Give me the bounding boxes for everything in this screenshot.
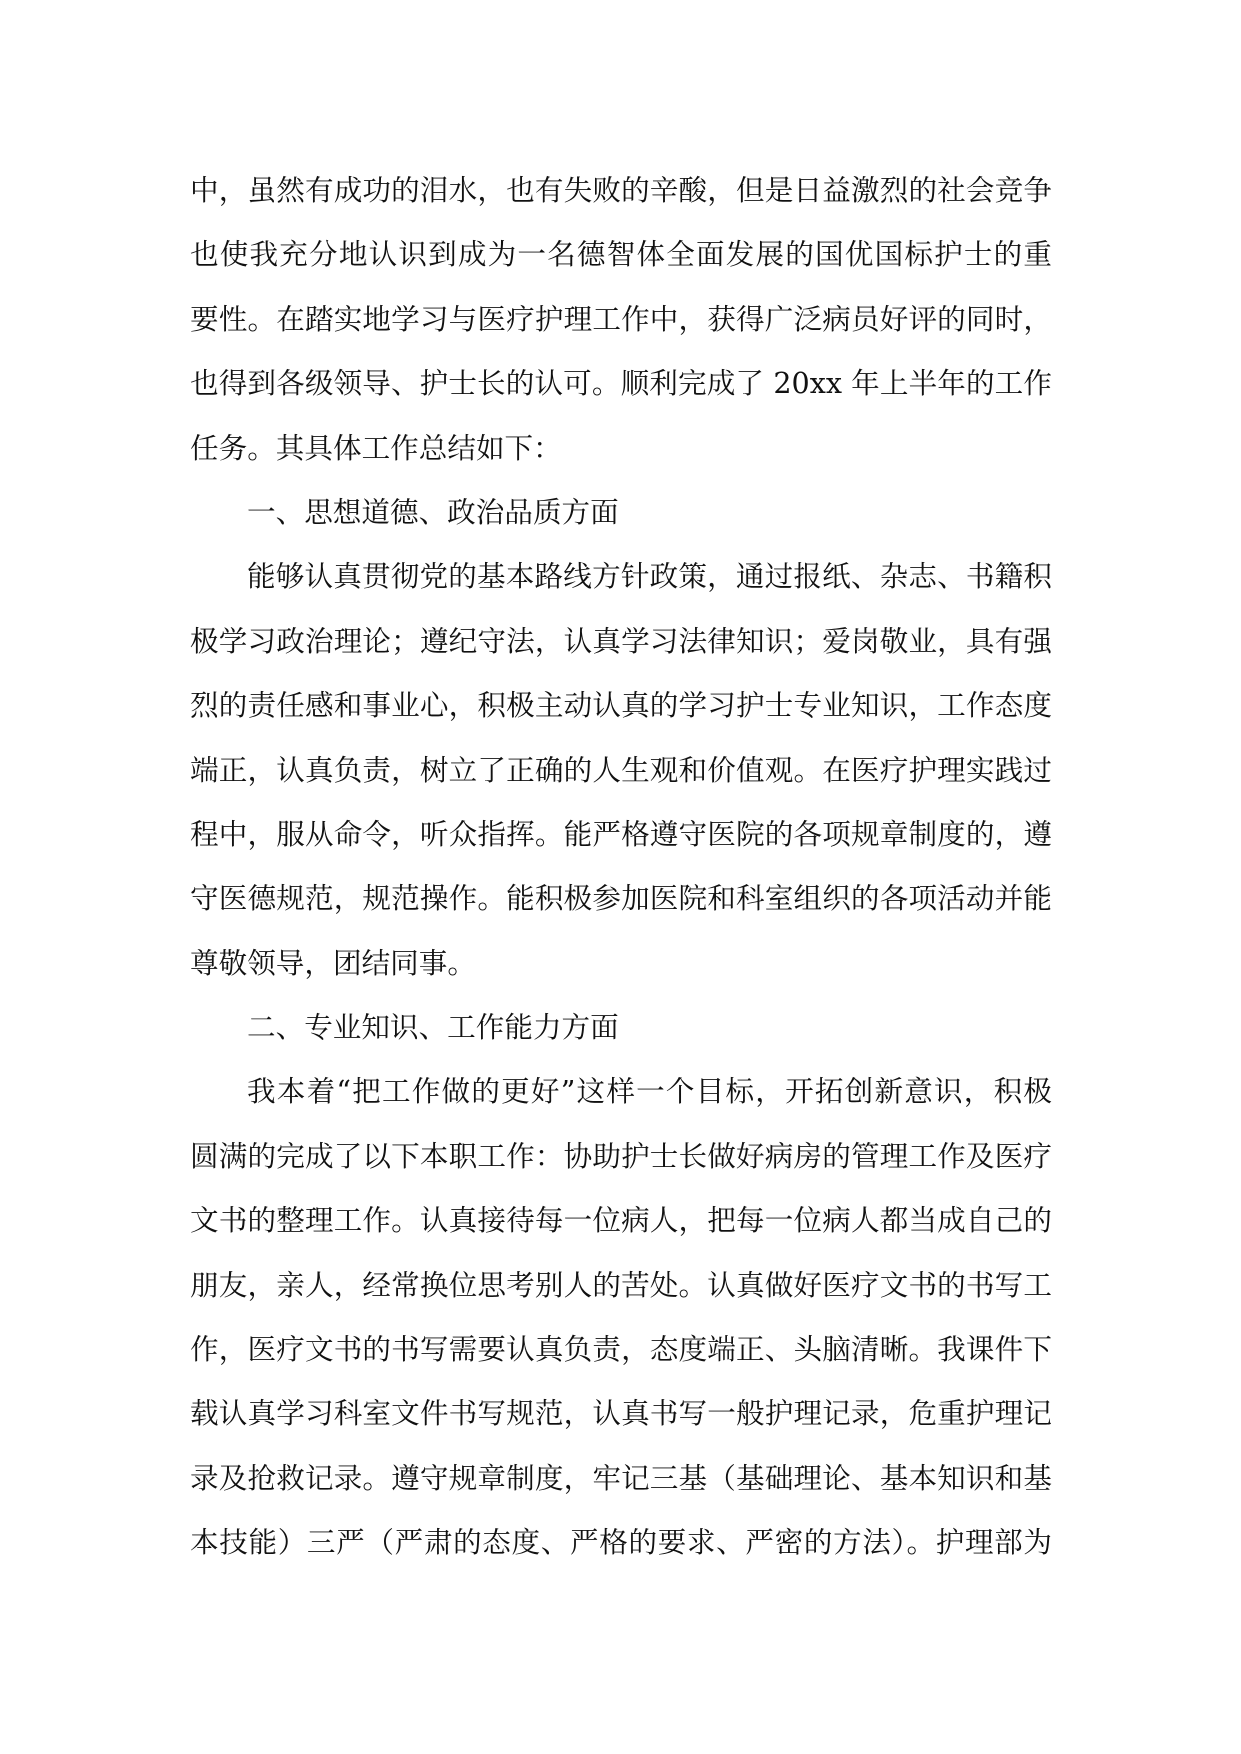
paragraph-line: 作，医疗文书的书写需要认真负责，态度端正、头脑清晰。我课件下 [190, 1332, 1052, 1367]
paragraph-line: 中，虽然有成功的泪水，也有失败的辛酸，但是日益激烈的社会竞争 [190, 173, 1052, 207]
paragraph-line: 任务。其具体工作总结如下： [190, 430, 562, 465]
paragraph-line: 端正，认真负责，树立了正确的人生观和价值观。在医疗护理实践过 [190, 752, 1052, 787]
paragraph-line: 朋友，亲人，经常换位思考别人的苦处。认真做好医疗文书的书写工 [190, 1267, 1052, 1302]
body-text [190, 158, 1052, 1575]
paragraph-line: 也得到各级领导、护士长的认可。顺利完成了 20xx 年上半年的工作 [190, 366, 1052, 401]
paragraph-line: 程中，服从命令，听众指挥。能严格遵守医院的各项规章制度的，遵 [190, 816, 1052, 851]
section-heading: 二、专业知识、工作能力方面 [247, 1010, 619, 1045]
paragraph-line: 要性。在踏实地学习与医疗护理工作中，获得广泛病员好评的同时， [190, 301, 1052, 336]
section-heading: 一、思想道德、政治品质方面 [247, 494, 619, 529]
paragraph-line: 也使我充分地认识到成为一名德智体全面发展的国优国标护士的重 [190, 237, 1052, 272]
paragraph-line: 本技能）三严（严肃的态度、严格的要求、严密的方法）。护理部为 [190, 1525, 1052, 1560]
paragraph-line: 录及抢救记录。遵守规章制度，牢记三基（基础理论、基本知识和基 [190, 1460, 1052, 1495]
paragraph-line: 守医德规范，规范操作。能积极参加医院和科室组织的各项活动并能 [190, 881, 1052, 916]
paragraph-line: 文书的整理工作。认真接待每一位病人，把每一位病人都当成自己的 [190, 1203, 1052, 1238]
paragraph-line: 圆满的完成了以下本职工作：协助护士长做好病房的管理工作及医疗 [190, 1138, 1052, 1173]
paragraph-line: 尊敬领导，团结同事。 [190, 945, 476, 980]
paragraph-line: 能够认真贯彻党的基本路线方针政策，通过报纸、杂志、书籍积 [247, 559, 1052, 594]
paragraph-line: 极学习政治理论；遵纪守法，认真学习法律知识；爱岗敬业，具有强 [190, 623, 1052, 658]
paragraph-line: 我本着“把工作做的更好”这样一个目标，开拓创新意识，积极 [247, 1074, 1052, 1109]
paragraph-line: 载认真学习科室文件书写规范，认真书写一般护理记录，危重护理记 [190, 1396, 1052, 1431]
paragraph-line: 烈的责任感和事业心，积极主动认真的学习护士专业知识，工作态度 [190, 688, 1052, 723]
